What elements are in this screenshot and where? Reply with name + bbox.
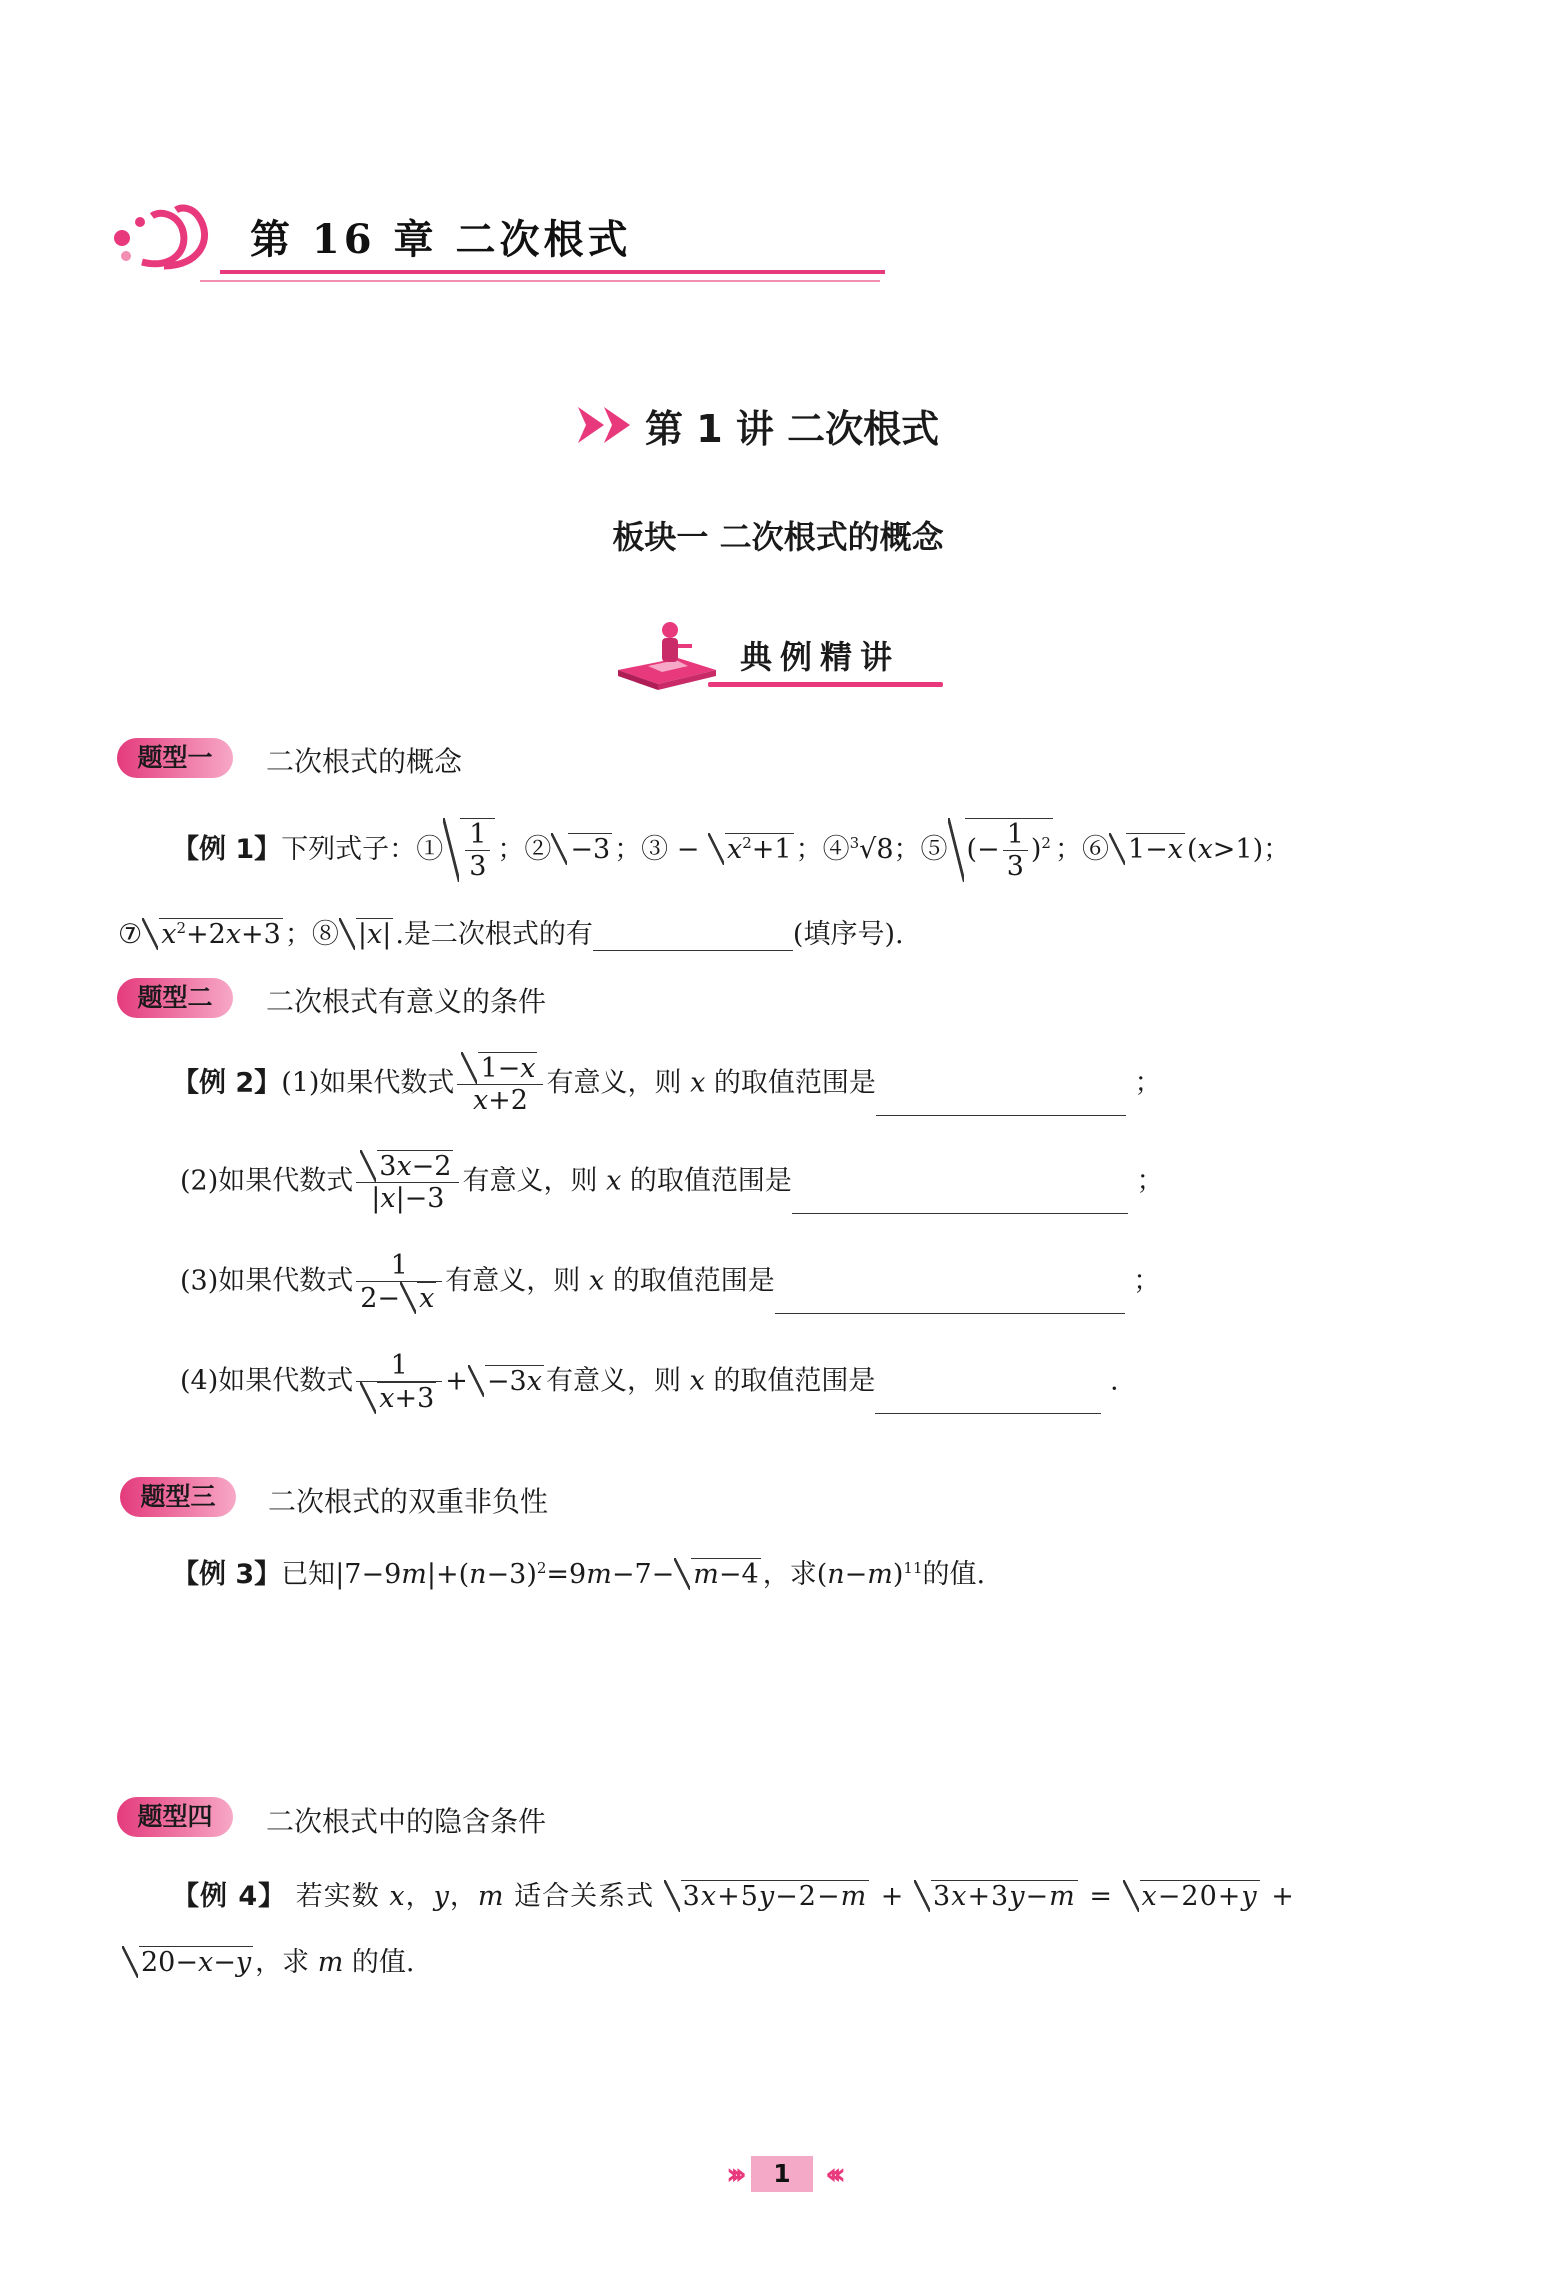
banner-underline — [708, 682, 943, 687]
type-badge-1: 题型一 — [117, 738, 233, 778]
chapter-underline-thin — [200, 280, 880, 282]
double-arrow-icon — [578, 405, 636, 445]
lecturer-podium-icon — [618, 618, 718, 690]
page-number-footer — [0, 2156, 1564, 2192]
chevron-left-icon: ‹‹‹ — [825, 2156, 839, 2192]
block-title: 板块一 二次根式的概念 — [612, 518, 944, 556]
type-title-1: 二次根式的概念 — [266, 745, 463, 778]
type-title-2: 二次根式有意义的条件 — [266, 985, 547, 1018]
type-badge-4: 题型四 — [117, 1797, 233, 1837]
answer-blank-1[interactable] — [593, 922, 793, 951]
answer-blank-2-1[interactable] — [876, 1087, 1126, 1116]
answer-blank-2-4[interactable] — [875, 1385, 1101, 1414]
example-4-line-1: 【例 4】 若实数 x，y，m 适合关系式 3x+5y−2−m + 3x+3y−m = x−20+y + — [172, 1881, 1295, 1912]
lecture-title: 第 1 讲 二次根式 — [645, 407, 940, 451]
type-title-4: 二次根式中的隐含条件 — [266, 1805, 547, 1838]
chapter-underline — [220, 270, 885, 274]
example-4-line-2: 20−x−y ，求 m 的值. — [122, 1940, 415, 1979]
answer-blank-2-2[interactable] — [792, 1185, 1128, 1214]
example-2-q2: (2)如果代数式 $\frac{3x-2}{|x|-3}$ 有意义，则 x 的取值范围是 ； — [180, 1151, 1164, 1215]
chapter-swirl-icon — [112, 200, 222, 280]
banner-title: 典例精讲 — [740, 638, 901, 676]
chapter-title: 第 16 章 二次根式 — [250, 216, 632, 263]
example-2-q3: (3)如果代数式 $\frac{1}{2- x}$ 有意义，则 x 的取值范围是 ； — [180, 1250, 1161, 1315]
chevron-right-icon: ››› — [725, 2156, 739, 2192]
example-2-q4: (4)如果代数式 $\frac{1}{x+3}$ + −3x 有意义，则 x 的取值范围是 . — [180, 1350, 1119, 1415]
example-2-q1: 【例 2】(1)如果代数式 $\frac{1-x}{x+2}$ 有意义，则 x 的取值范围是 ； — [172, 1053, 1162, 1117]
example-1-line-2: ⑦ $x^2+2x+3$ ；⑧ |x| .是二次根式的有 (填序号). — [118, 919, 904, 950]
example-3-line: 【例 3】已知$|7-9m|+(n-3)^2=9m-7- m-4$ ，求$(n-m)^{11}$的值. — [172, 1559, 986, 1590]
type-title-3: 二次根式的双重非负性 — [268, 1485, 549, 1518]
type-badge-2: 题型二 — [117, 978, 233, 1018]
example-1-line-1: 【例 1】下列式子：① $\frac{1}{3}$ ；② −3 ；③ − $x^2+1$ ；④$^3$√8；⑤ (− $\frac{1}{3}$ )$^2$ ；⑥ 1−x (x>1)； — [172, 819, 1291, 883]
type-badge-3: 题型三 — [120, 1477, 236, 1517]
answer-blank-2-3[interactable] — [775, 1285, 1125, 1314]
page-number: 1 — [751, 2156, 813, 2192]
